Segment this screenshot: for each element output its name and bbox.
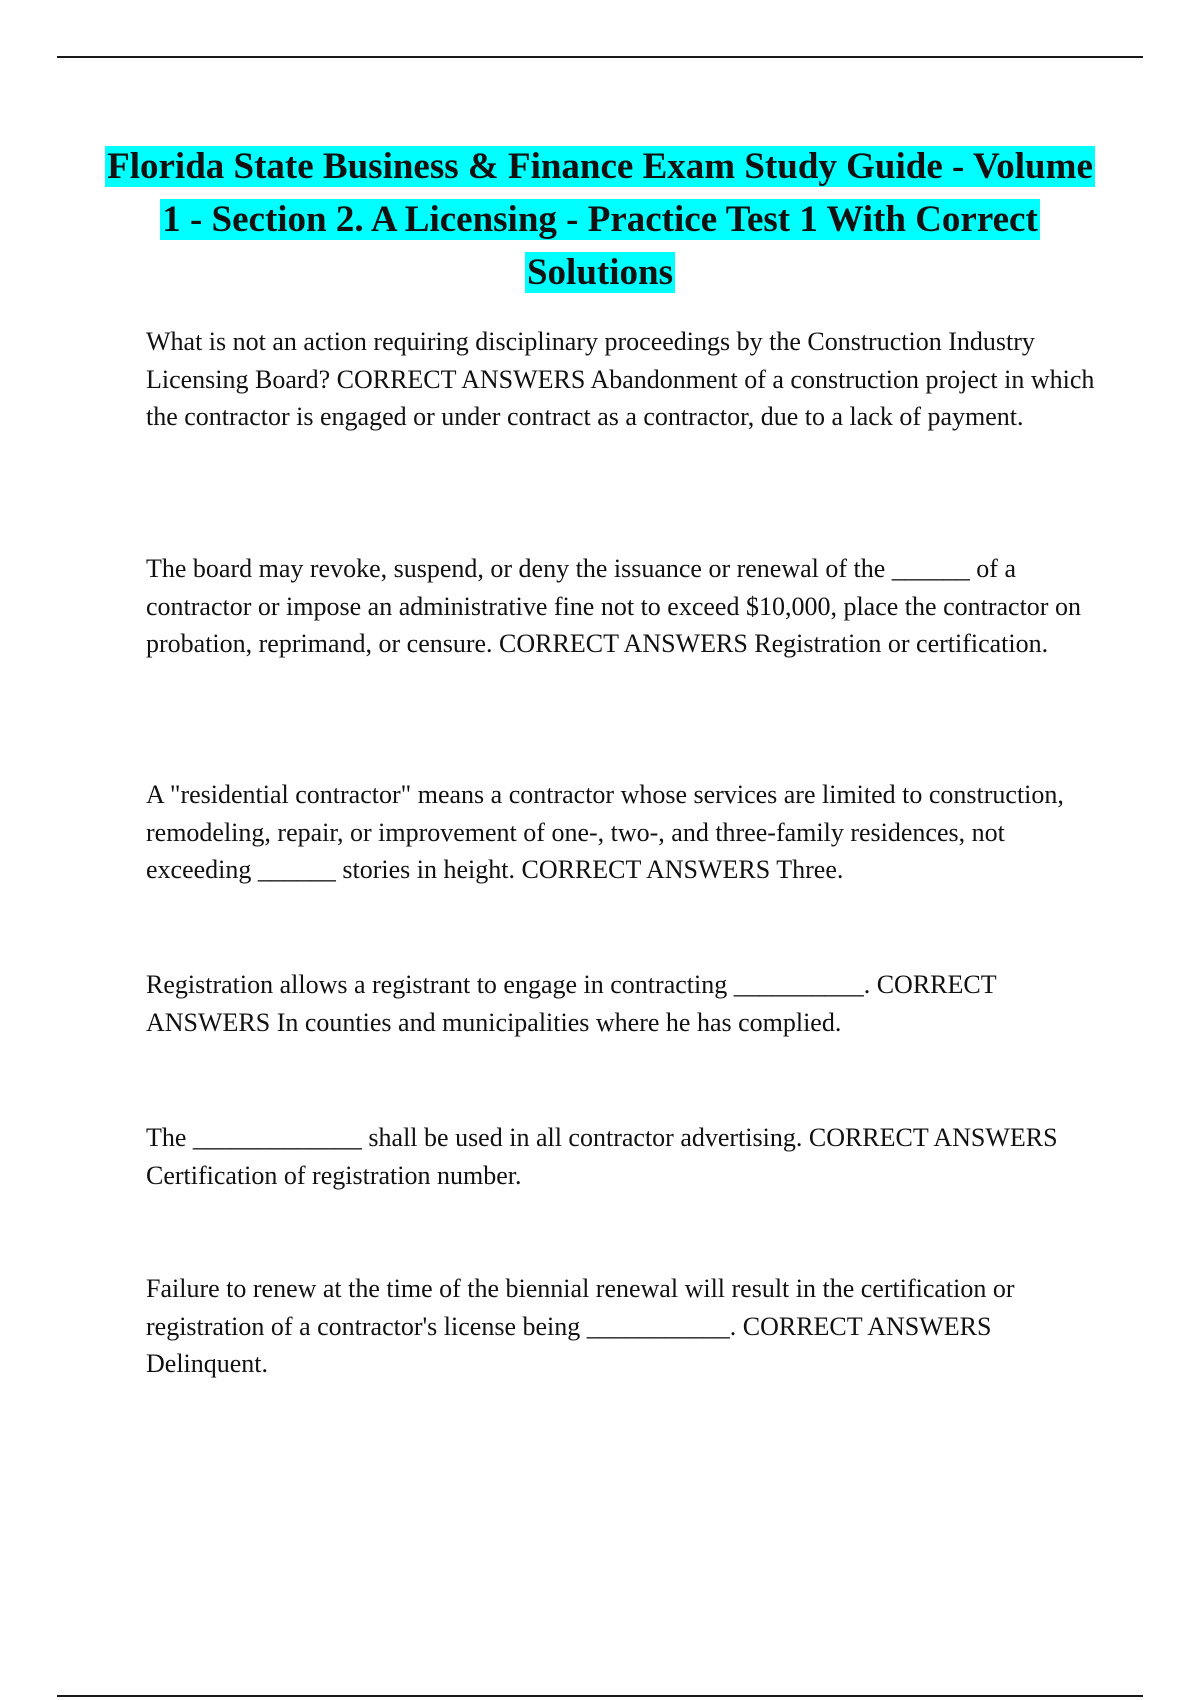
document-title <box>100 140 1100 299</box>
title-highlight: Florida State Business & Finance Exam Study Guide - Volume 1 - Section 2. A Licensing - Practice Test 1 With Correct Solutions <box>107 146 1093 293</box>
question-answer-5: The _____________ shall be used in all contractor advertising. CORRECT ANSWERS Certification of registration number. <box>146 1123 1058 1190</box>
top-rule <box>57 56 1143 58</box>
question-answer-6: Failure to renew at the time of the biennial renewal will result in the certification or registration of a contractor's license being ___________. CORRECT ANSWERS Delinquent. <box>146 1274 1015 1378</box>
question-answer-3: A "residential contractor" means a contractor whose services are limited to construction, remodeling, repair, or improvement of one-, two-, and three-family residences, not exceeding ______ stories in height. CORRECT ANSWERS Three. <box>146 780 1064 884</box>
question-answer-4: Registration allows a registrant to engage in contracting __________. CORRECT ANSWERS In counties and municipalities where he has complied. <box>146 970 997 1037</box>
question-answer-2: The board may revoke, suspend, or deny the issuance or renewal of the ______ of a contractor or impose an administrative fine not to exceed $10,000, place the contractor on probation, reprimand, or censure. CORRECT ANSWERS Registration or certification. <box>146 554 1081 658</box>
question-answer-1: What is not an action requiring disciplinary proceedings by the Construction Industry Licensing Board? CORRECT ANSWERS Abandonment of a construction project in which the contractor is engaged or under contract as a contractor, due to a lack of payment. <box>146 327 1095 431</box>
bottom-rule <box>57 1695 1143 1697</box>
